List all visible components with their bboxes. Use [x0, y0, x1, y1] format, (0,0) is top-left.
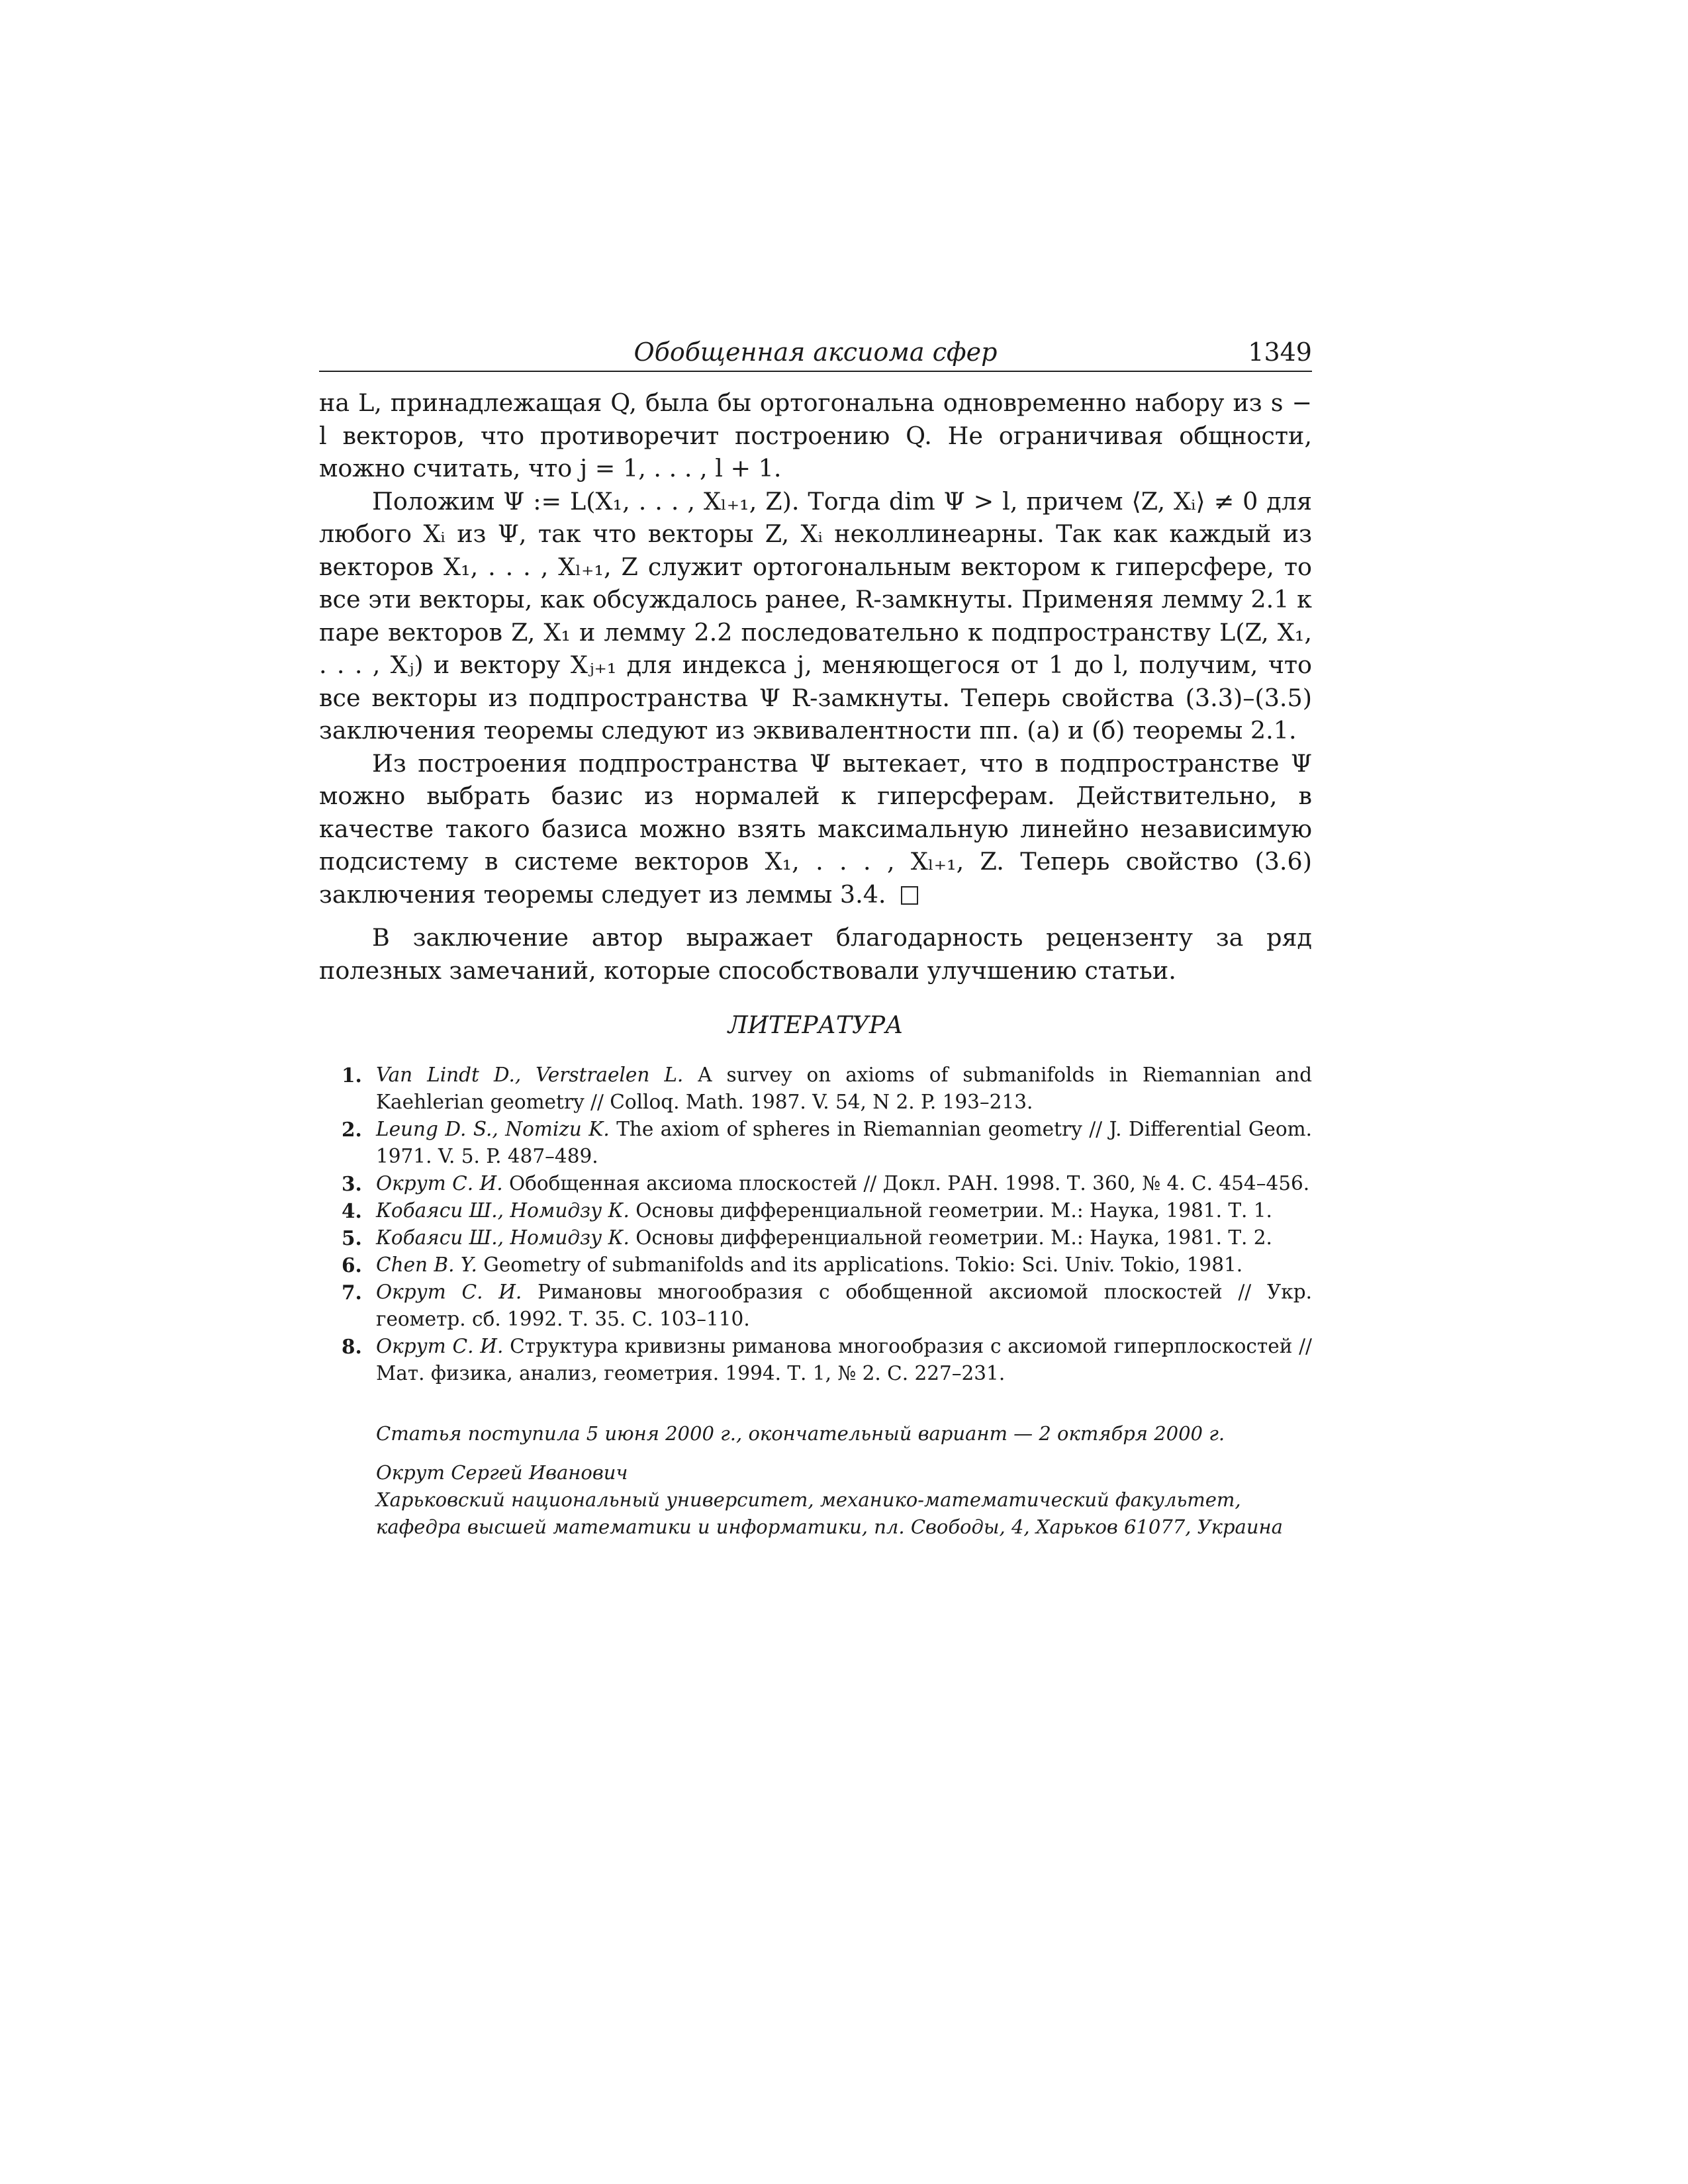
reference-item: 7. Окрут С. И. Римановы многообразия с обобщенной аксиомой плоскостей // Укр. геометр. сб. 1992. Т. 35. С. 103–110. [342, 1281, 1313, 1330]
author-name: Окрут Сергей Иванович [376, 1461, 628, 1484]
journal-page [319, 336, 1312, 1541]
qed-square-icon [901, 886, 918, 905]
reference-text: Структура кривизны риманова многообразия с аксиомой гиперплоскостей // Мат. физика, анализ, геометрия. 1994. Т. 1, № 2. С. 227–231. [376, 1335, 1312, 1385]
references-heading: ЛИТЕРАТУРА [727, 1012, 904, 1039]
received-date: Статья поступила 5 июня 2000 г., окончательный вариант — 2 октября 2000 г. [376, 1422, 1225, 1445]
reference-authors: Окрут С. И. [376, 1172, 503, 1195]
reference-item: 3. Окрут С. И. Обобщенная аксиома плоскостей // Докл. РАН. 1998. Т. 360, № 4. С. 454–456. [342, 1172, 1310, 1195]
reference-item: 4. Кобаяси Ш., Номидзу К. Основы дифференциальной геометрии. М.: Наука, 1981. Т. 1. [342, 1199, 1272, 1222]
paragraph-continuation: на L, принадлежащая Q, была бы ортогональна одновременно набору из s − l векторов, что противоречит построению Q. Не ограничивая общности, можно считать, что j = 1, . . . , l + 1. [319, 388, 1312, 482]
reference-authors: Окрут С. И. [376, 1281, 522, 1303]
reference-item: 8. Окрут С. И. Структура кривизны риманова многообразия с аксиомой гиперплоскостей // Мат. физика, анализ, геометрия. 1994. Т. 1, № 2. С. 227–231. [342, 1335, 1312, 1385]
reference-text: The axiom of spheres in Riemannian geometry // J. Differential Geom. 1971. V. 5. P. 487–489. [376, 1118, 1312, 1167]
reference-text: Основы дифференциальной геометрии. М.: Наука, 1981. Т. 2. [635, 1226, 1272, 1249]
article-body [319, 387, 1312, 987]
running-header [319, 336, 1312, 372]
reference-text: Geometry of submanifolds and its applications. Tokio: Sci. Univ. Tokio, 1981. [483, 1253, 1243, 1276]
article-footer [319, 1420, 1312, 1541]
paragraph-basis-text: Из построения подпространства Ψ вытекает, что в подпространстве Ψ можно выбрать базис из нормалей к гиперсферам. Действительно, в качестве такого базиса можно взять максимальную линейно независимую подсистему в системе векторов X₁, . . . , Xₗ₊₁, Z. Теперь свойство (3.6) заключения теоремы следует из леммы 3.4. [319, 749, 1312, 909]
reference-authors: Окрут С. И. [376, 1335, 504, 1357]
reference-item: 6. Chen B. Y. Geometry of submanifolds and its applications. Tokio: Sci. Univ. Tokio, 1981. [342, 1253, 1243, 1277]
reference-authors: Кобаяси Ш., Номидзу К. [376, 1199, 630, 1222]
reference-authors: Кобаяси Ш., Номидзу К. [376, 1226, 630, 1249]
reference-authors: Chen B. Y. [376, 1253, 477, 1276]
reference-item: 1. Van Lindt D., Verstraelen L. A survey on axioms of submanifolds in Riemannian and Kaehlerian geometry // Colloq. Math. 1987. V. 54, N 2. P. 193–213. [342, 1064, 1312, 1113]
reference-authors: Van Lindt D., Verstraelen L. [376, 1064, 684, 1086]
paragraph-basis [319, 747, 1312, 911]
reference-authors: Leung D. S., Nomizu K. [376, 1118, 610, 1140]
page-number: 1349 [1248, 338, 1312, 367]
reference-text: Римановы многообразия с обобщенной аксиомой плоскостей // Укр. геометр. сб. 1992. Т. 35. С. 103–110. [376, 1281, 1313, 1330]
reference-text: A survey on axioms of submanifolds in Riemannian and Kaehlerian geometry // Colloq. Math. 1987. V. 54, N 2. P. 193–213. [376, 1064, 1312, 1113]
author-affiliation: Харьковский национальный университет, механико-математический факультет, кафедра высшей математики и информатики, пл. Свободы, 4, Харьков 61077, Украина [376, 1488, 1283, 1538]
paragraph-acknowledgement: В заключение автор выражает благодарность рецензенту за ряд полезных замечаний, которые способствовали улучшению статьи. [319, 923, 1312, 985]
references-list [319, 1062, 1312, 1387]
reference-text: Обобщенная аксиома плоскостей // Докл. РАН. 1998. Т. 360, № 4. С. 454–456. [508, 1172, 1310, 1195]
reference-item: 5. Кобаяси Ш., Номидзу К. Основы дифференциальной геометрии. М.: Наука, 1981. Т. 2. [342, 1226, 1272, 1250]
reference-item: 2. Leung D. S., Nomizu K. The axiom of spheres in Riemannian geometry // J. Differential Geom. 1971. V. 5. P. 487–489. [342, 1118, 1312, 1167]
reference-text: Основы дифференциальной геометрии. М.: Наука, 1981. Т. 1. [635, 1199, 1272, 1222]
running-title: Обобщенная аксиома сфер [633, 338, 998, 367]
paragraph-subspace-psi: Положим Ψ := L(X₁, . . . , Xₗ₊₁, Z). Тогда dim Ψ > l, причем ⟨Z, Xᵢ⟩ ≠ 0 для любого Xᵢ из Ψ, так что векторы Z, Xᵢ неколлинеарны. Так как каждый из векторов X₁, . . . , Xₗ₊₁, Z служит ортогональным вектором к гиперсфере, то все эти векторы, как обсуждалось ранее, R-замкнуты. Применяя лемму 2.1 к паре векторов Z, X₁ и лемму 2.2 последовательно к подпространству L(Z, X₁, . . . , Xⱼ) и вектору Xⱼ₊₁ для индекса j, меняющегося от 1 до l, получим, что все векторы из подпространства Ψ R-замкнуты. Теперь свойства (3.3)–(3.5) заключения теоремы следуют из эквивалентности пп. (а) и (б) теоремы 2.1. [319, 486, 1312, 745]
